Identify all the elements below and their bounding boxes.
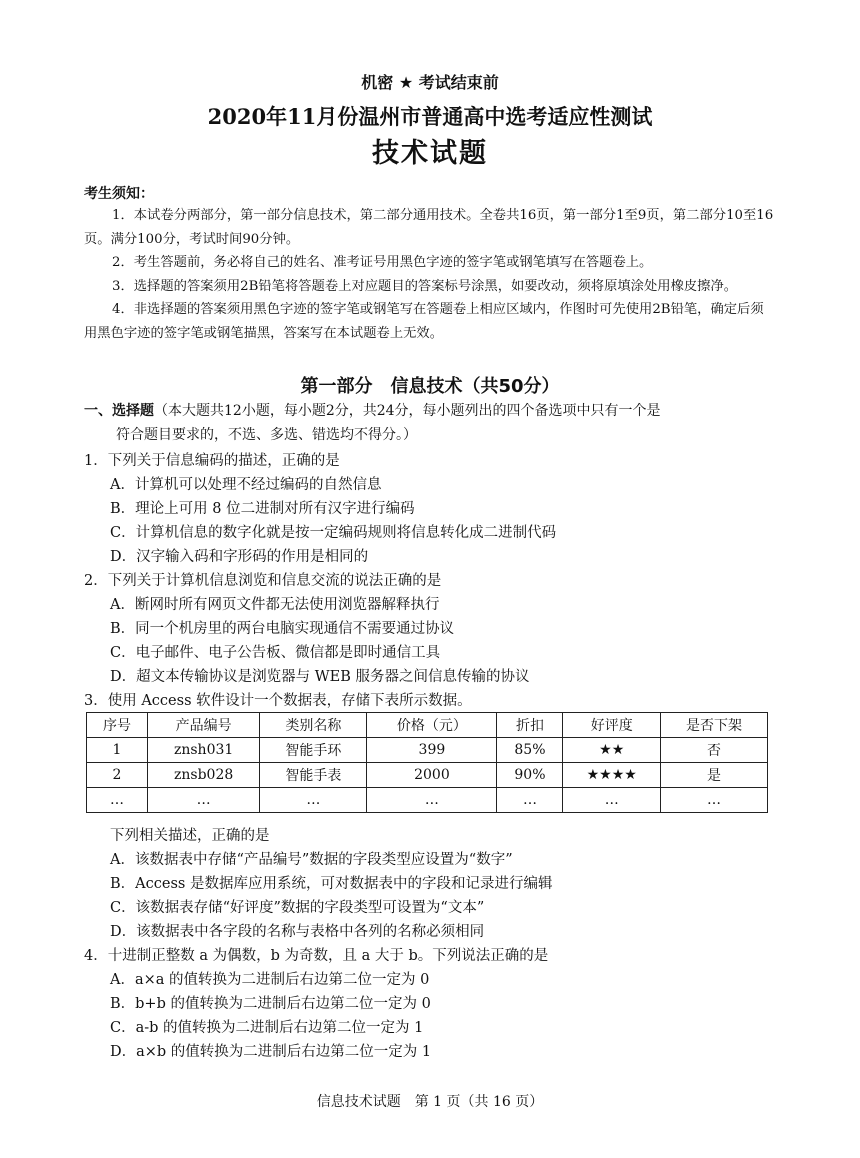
exam-title: 2020年11月份温州市普通高中选考适应性测试 (207, 104, 653, 129)
part-title: 第一部分 信息技术（共50分） (300, 376, 560, 397)
question-option: A．断网时所有网页文件都无法使用浏览器解释执行 (110, 597, 440, 613)
notice-item: 1．本试卷分两部分，第一部分信息技术，第二部分通用技术。全卷共16页，第一部分1至9页，第二部分10至16页。满分100分，考试时间90分钟。 (84, 208, 774, 247)
question-option: A．计算机可以处理不经过编码的自然信息 (110, 477, 382, 493)
table-cell: 399 (367, 738, 497, 763)
page-footer: 信息技术试题 第 1 页（共 16 页） (316, 1094, 544, 1110)
question-option: B．Access 是数据库应用系统，可对数据表中的字段和记录进行编辑 (110, 876, 553, 892)
question-option: C．a-b 的值转换为二进制后右边第二位一定为 1 (110, 1020, 424, 1036)
question-stem: 4．十进制正整数 a 为偶数，b 为奇数，且 a 大于 b。下列说法正确的是 (84, 948, 549, 964)
table-cell: znsh031 (147, 738, 259, 763)
table-cell: 2000 (367, 763, 497, 788)
confidential-label: 机密 ★ 考试结束前 (361, 73, 499, 92)
section-description: （本大题共12小题，每小题2分，共24分，每小题列出的四个备选项中只有一个是 (154, 403, 661, 419)
table-header-cell: 折扣 (497, 713, 563, 738)
question-option: D．超文本传输协议是浏览器与 WEB 服务器之间信息传输的协议 (110, 669, 530, 685)
table-header-cell: 是否下架 (660, 713, 767, 738)
table-header-cell: 价格（元） (367, 713, 497, 738)
table-cell: … (260, 788, 367, 813)
question-option: C．该数据表存储“好评度”数据的字段类型可设置为“文本” (110, 900, 485, 916)
question-option: A．该数据表中存储“产品编号”数据的字段类型应设置为“数字” (110, 852, 513, 868)
table-cell: 是 (660, 763, 767, 788)
table-cell: ★★ (563, 738, 660, 763)
notice-list (84, 204, 776, 345)
question-option: D．该数据表中各字段的名称与表格中各列的名称必须相同 (110, 924, 485, 940)
table-cell: ★★★★ (563, 763, 660, 788)
table-cell: 85% (497, 738, 563, 763)
section-description-continued: 符合题目要求的，不选、多选、错选均不得分。） (116, 427, 417, 443)
question-stem: 3．使用 Access 软件设计一个数据表，存储下表所示数据。 (84, 693, 472, 709)
table-cell: … (367, 788, 497, 813)
notice-item: 3．选择题的答案须用2B铅笔将答题卷上对应题目的答案标号涂黑，如要改动，须将原填涂处用橡皮擦净。 (112, 278, 738, 294)
section-label: 一、选择题 (84, 403, 154, 419)
question-stem: 2．下列关于计算机信息浏览和信息交流的说法正确的是 (84, 573, 442, 589)
table-cell: 2 (87, 763, 148, 788)
table-header-cell: 序号 (87, 713, 148, 738)
notice-item: 2．考生答题前，务必将自己的姓名、准考证号用黑色字迹的签字笔或钢笔填写在答题卷上。 (112, 255, 653, 270)
table-header-cell: 产品编号 (147, 713, 259, 738)
notice-item: 4．非选择题的答案须用黑色字迹的签字笔或钢笔写在答题卷上相应区域内，作图时可先使用2B铅笔，确定后须用黑色字迹的签字笔或钢笔描黑，答案写在本试题卷上无效。 (84, 302, 764, 341)
notice-heading: 考生须知： (84, 186, 154, 202)
table-cell: 1 (87, 738, 148, 763)
question-stem: 1．下列关于信息编码的描述，正确的是 (84, 453, 340, 469)
question-option: A．a×a 的值转换为二进制后右边第二位一定为 0 (110, 972, 430, 988)
table-cell: znsb028 (147, 763, 259, 788)
table-cell: … (147, 788, 259, 813)
question-followup: 下列相关描述，正确的是 (110, 828, 270, 844)
table-row (87, 738, 768, 763)
exam-subtitle: 技术试题 (372, 138, 488, 169)
table-cell: 智能手表 (260, 763, 367, 788)
table-cell: … (497, 788, 563, 813)
table-cell: … (87, 788, 148, 813)
table-cell: … (563, 788, 660, 813)
table-cell: … (660, 788, 767, 813)
question-option: B．同一个机房里的两台电脑实现通信不需要通过协议 (110, 621, 455, 637)
question-option: D．汉字输入码和字形码的作用是相同的 (110, 549, 369, 565)
question-option: B．b+b 的值转换为二进制后右边第二位一定为 0 (110, 996, 431, 1012)
section-heading (84, 400, 661, 420)
question-option: C．计算机信息的数字化就是按一定编码规则将信息转化成二进制代码 (110, 525, 557, 541)
table-header-cell: 类别名称 (260, 713, 367, 738)
table-cell: 否 (660, 738, 767, 763)
table-cell: 90% (497, 763, 563, 788)
question-option: C．电子邮件、电子公告板、微信都是即时通信工具 (110, 645, 441, 661)
table-header-row (87, 713, 768, 738)
table-header-cell: 好评度 (563, 713, 660, 738)
table-cell: 智能手环 (260, 738, 367, 763)
table-row (87, 788, 768, 813)
question-option: D．a×b 的值转换为二进制后右边第二位一定为 1 (110, 1044, 432, 1060)
table-row (87, 763, 768, 788)
question-option: B．理论上可用 8 位二进制对所有汉字进行编码 (110, 501, 415, 517)
product-table (86, 712, 768, 813)
